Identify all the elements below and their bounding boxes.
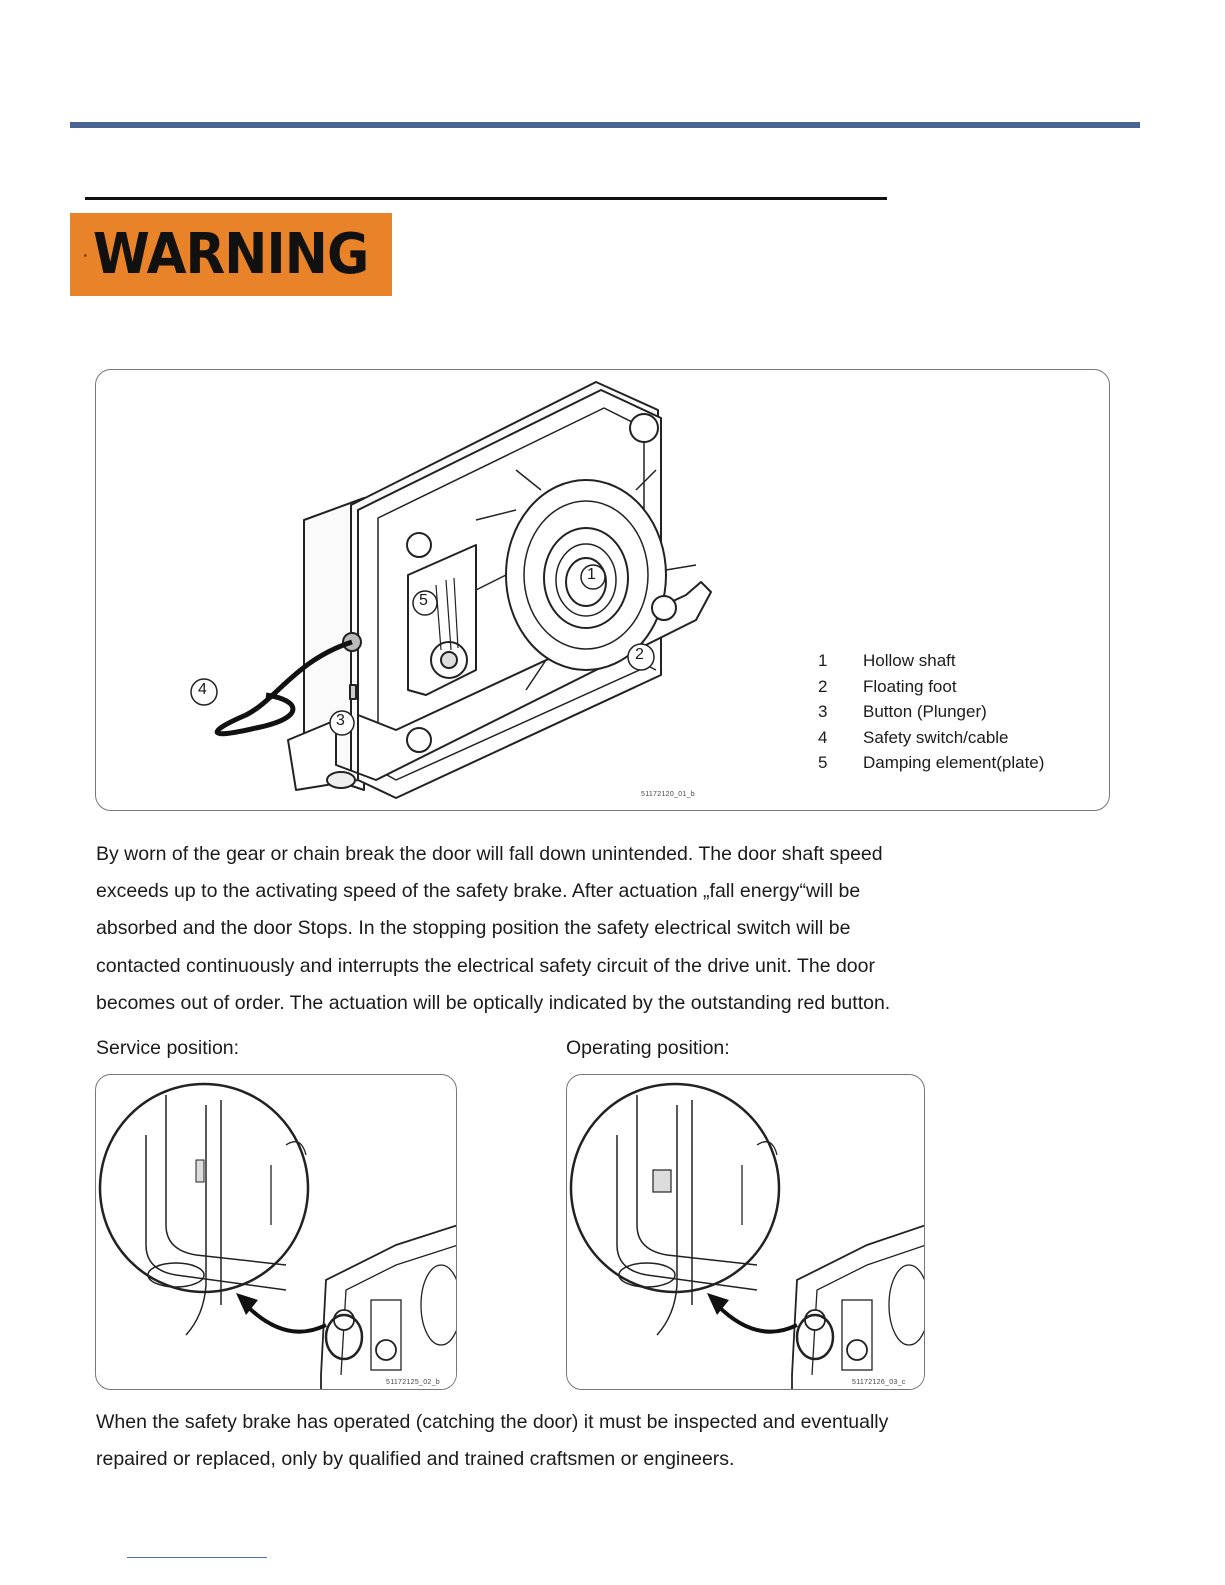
figure-code: 51172126_03_c: [852, 1379, 906, 1386]
figure-legend: [818, 648, 1044, 776]
warning-label: WARNING: [92, 221, 369, 287]
text-line: exceeds up to the activating speed of the safety brake. After actuation „fall energy“will be: [96, 880, 861, 903]
header-rule: [70, 122, 1140, 128]
operating-position-figure: [566, 1074, 925, 1390]
service-position-caption: Service position:: [96, 1037, 240, 1059]
callout-4: 4: [198, 681, 207, 698]
inspection-paragraph: [96, 1404, 1106, 1478]
text-line: absorbed and the door Stops. In the stopping position the safety electrical switch will be: [96, 917, 851, 940]
service-position-figure: [95, 1074, 457, 1390]
service-illustration: [96, 1075, 457, 1390]
text-line: becomes out of order. The actuation will be optically indicated by the outstanding red button.: [96, 991, 891, 1014]
figure-code: 51172125_02_b: [386, 1379, 440, 1386]
warning-banner: [70, 213, 392, 296]
operating-illustration: [567, 1075, 925, 1390]
legend-item: 1 Hollow shaft: [818, 651, 956, 670]
text-line: repaired or replaced, only by qualified and trained craftsmen or engineers.: [96, 1448, 735, 1471]
callout-1: 1: [587, 566, 596, 583]
description-paragraph: [96, 836, 1106, 1022]
callout-3: 3: [336, 712, 345, 729]
text-line: When the safety brake has operated (catching the door) it must be inspected and eventually: [96, 1411, 889, 1433]
warning-triangle-icon: [84, 227, 87, 283]
operating-position-caption: Operating position:: [566, 1037, 730, 1059]
footer-rule: [127, 1557, 267, 1558]
section-underline: [85, 197, 887, 200]
callout-2: 2: [635, 646, 644, 663]
callout-5: 5: [419, 592, 428, 609]
legend-item: 4 Safety switch/cable: [818, 727, 1009, 747]
figure-code: 51172120_01_b: [641, 791, 695, 798]
legend-item: 3 Button (Plunger): [818, 702, 987, 721]
legend-item: 5 Damping element(plate): [818, 753, 1045, 772]
text-line: contacted continuously and interrupts the electrical safety circuit of the drive unit. The door: [96, 954, 875, 977]
text-line: By worn of the gear or chain break the door will fall down unintended. The door shaft speed: [96, 843, 883, 865]
legend-item: 2 Floating foot: [818, 676, 957, 696]
